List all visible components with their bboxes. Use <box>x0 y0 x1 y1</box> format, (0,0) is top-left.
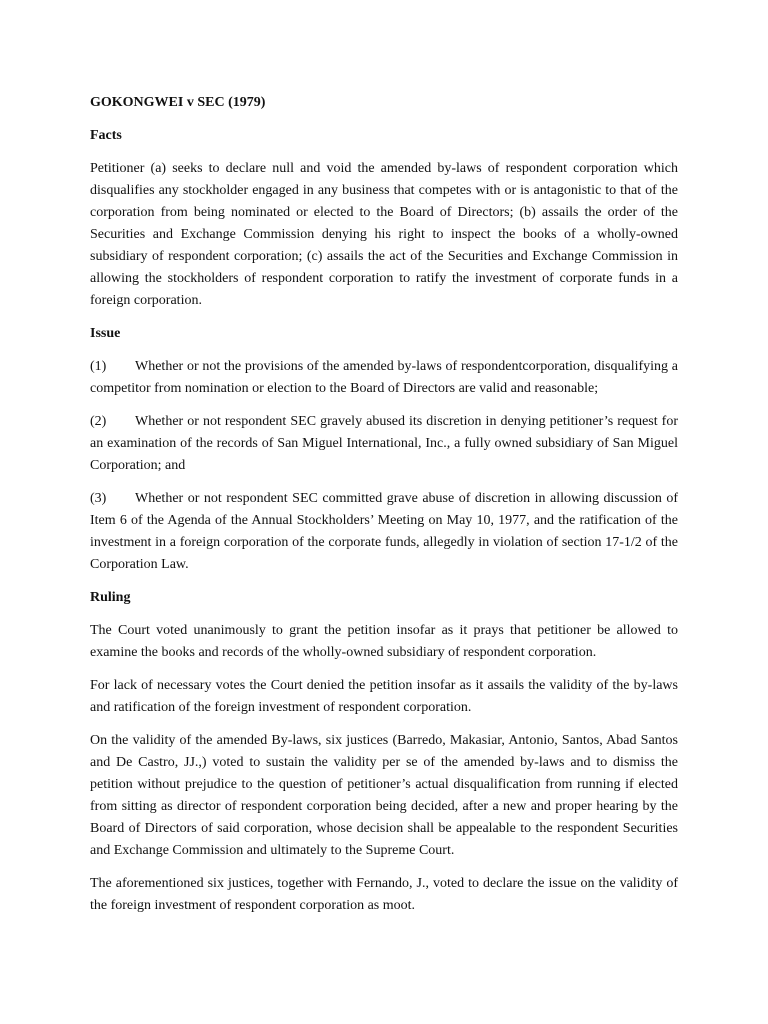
facts-paragraph: Petitioner (a) seeks to declare null and void the amended by-laws of respondent corporation which disqualifies any stockholder engaged in any business that competes with or is antagonistic to that of the corporation from being nominated or elected to the Board of Directors; (b) assails the order of the Securities and Exchange Commission denying his right to inspect the books of a wholly-owned subsidiary of respondent corporation; (c) assails the act of the Securities and Exchange Commission in allowing the stockholders of respondent corporation to ratify the investment of corporate funds in a foreign corporation. <box>90 161 678 308</box>
ruling-paragraph-1: The Court voted unanimously to grant the petition insofar as it prays that petitioner be allowed to examine the books and records of the wholly-owned subsidiary of respondent corporation. <box>90 623 678 660</box>
ruling-paragraph-2: For lack of necessary votes the Court denied the petition insofar as it assails the validity of the by-laws and ratification of the foreign investment of respondent corporation. <box>90 678 678 715</box>
ruling-paragraph-3: On the validity of the amended By-laws, six justices (Barredo, Makasiar, Antonio, Santos, Abad Santos and De Castro, JJ.,) voted to sustain the validity per se of the amended by-laws and to dismiss the petition without prejudice to the question of petitioner’s actual disqualification from running if elected from sitting as director of respondent corporation being decided, after a new and proper hearing by the Board of Directors of said corporation, whose decision shall be appealable to the respondent Securities and Exchange Commission and ultimately to the Supreme Court. <box>90 733 678 858</box>
issue-heading: Issue <box>90 326 121 341</box>
issue-number: (1) <box>90 359 107 374</box>
document-page <box>90 92 678 928</box>
issue-item-1 <box>90 356 678 400</box>
issue-number: (2) <box>90 414 107 429</box>
issue-number: (3) <box>90 491 107 506</box>
facts-heading: Facts <box>90 128 122 143</box>
issue-item-2 <box>90 411 678 477</box>
issue-text: Whether or not respondent SEC committed grave abuse of discretion in allowing discussion of Item 6 of the Agenda of the Annual Stockholders’ Meeting on May 10, 1977, and the ratification of the investment in a foreign corporation of the corporate funds, allegedly in violation of section 17-1/2 of the Corporation Law. <box>90 491 678 572</box>
issue-text: Whether or not the provisions of the amended by-laws of respondentcorporation, disqualifying a competitor from nomination or election to the Board of Directors are valid and reasonable; <box>90 359 678 396</box>
document-title: GOKONGWEI v SEC (1979) <box>90 95 266 110</box>
issue-text: Whether or not respondent SEC gravely abused its discretion in denying petitioner’s request for an examination of the records of San Miguel International, Inc., a fully owned subsidiary of San Miguel Corporation; and <box>90 414 678 473</box>
ruling-heading: Ruling <box>90 590 131 605</box>
issue-item-3 <box>90 488 678 576</box>
ruling-paragraph-4: The aforementioned six justices, together with Fernando, J., voted to declare the issue on the validity of the foreign investment of respondent corporation as moot. <box>90 876 678 913</box>
